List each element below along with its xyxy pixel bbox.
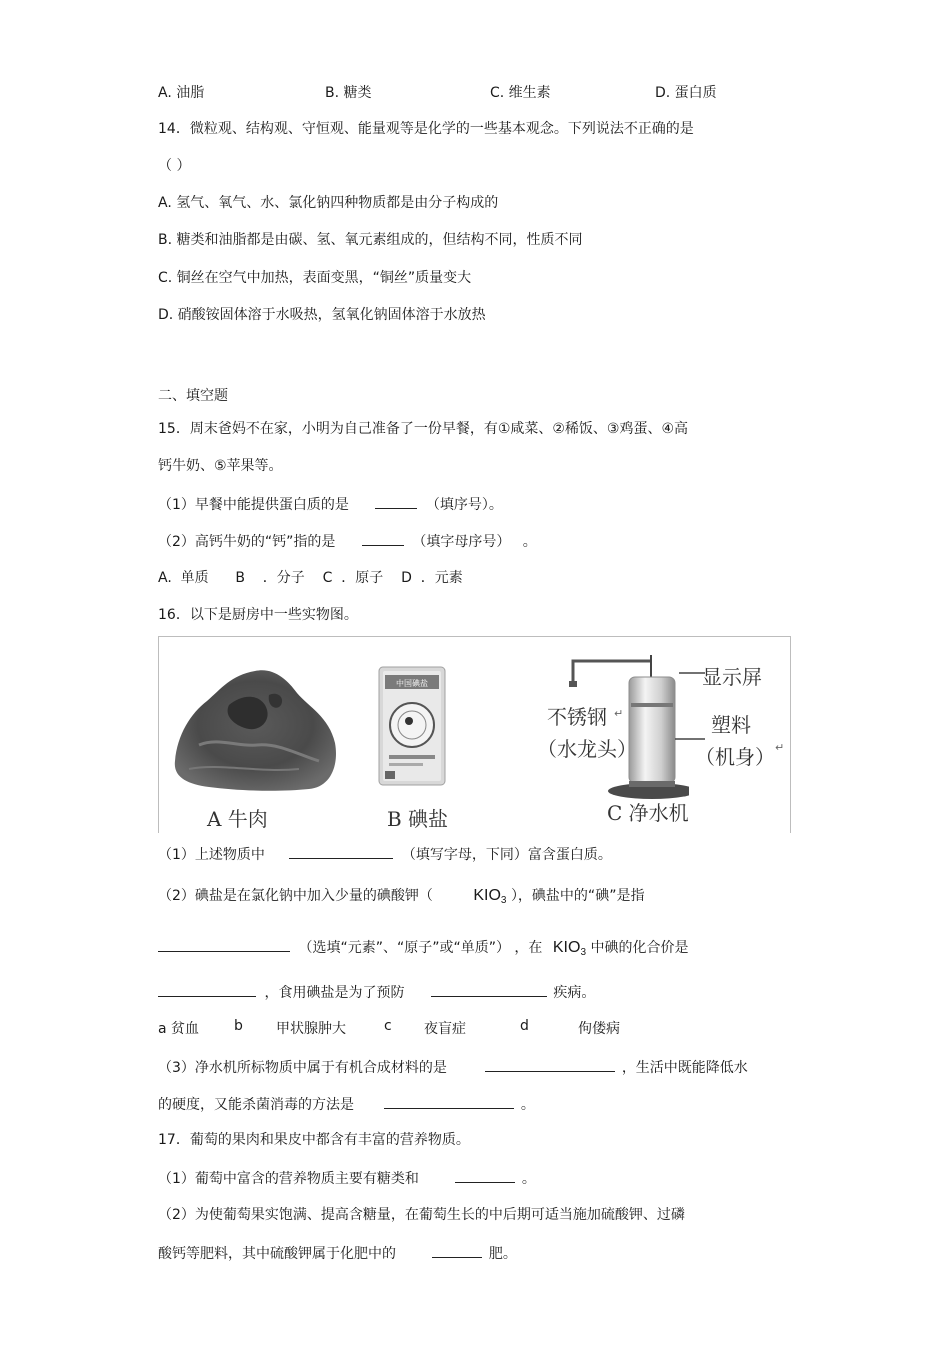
q16-sub3-blank-material[interactable] — [485, 1056, 615, 1072]
leader-lines — [649, 667, 709, 747]
q16-sub2-line3-suffix: 疾病。 — [553, 985, 596, 1001]
q16-option-c-letter: c — [384, 1018, 392, 1034]
q14-option-b: B. 糖类和油脂都是由碳、氢、氧元素组成的，但结构不同，性质不同 — [158, 232, 583, 248]
q16-sub2-blank-iodine[interactable] — [158, 936, 290, 952]
q16-sub2-line3-text: ，食用碘盐是为了预防 — [264, 985, 405, 1001]
kio3-formula-main: KIO — [473, 887, 501, 904]
q16-option-b-text: 甲状腺肿大 — [276, 1021, 346, 1037]
q17-sub1 — [158, 1167, 536, 1189]
q16-option-c-text: 夜盲症 — [424, 1021, 466, 1037]
q16-sub2-blank-valence[interactable] — [158, 981, 256, 997]
q15-stem-line1: 15．周末爸妈不在家，小明为自己准备了一份早餐，有①咸菜、②稀饭、③鸡蛋、④高 — [158, 421, 689, 437]
q14-stem: 14．微粒观、结构观、守恒观、能量观等是化学的一些基本观念。下列说法不正确的是 — [158, 121, 694, 137]
q14-answer-paren: （ ） — [158, 158, 191, 174]
label-plastic: 塑料 — [711, 713, 751, 737]
q14-option-c: C. 铜丝在空气中加热，表面变黑，“铜丝”质量变大 — [158, 270, 472, 286]
q16-sub3-suffix: ，生活中既能降低水 — [621, 1060, 748, 1076]
kio3-formula-2-main: KIO — [552, 939, 581, 956]
caption-beef: A 牛肉 — [207, 807, 268, 831]
q16-sub2-line2-suffix: 中碘的化合价是 — [590, 940, 689, 956]
kitchen-items-figure — [158, 636, 791, 833]
q16-sub2-line3 — [158, 981, 595, 1003]
q14-option-a: A. 氢气、氧气、水、氯化钠四种物质都是由分子构成的 — [158, 195, 499, 211]
q15-options: A. 单质 B ．分子 C ．原子 D ．元素 — [158, 570, 463, 586]
q16-sub2-text: （2）碘盐是在氯化钠中加入少量的碘酸钾（ — [158, 888, 433, 904]
q17-stem: 17．葡萄的果肉和果皮中都含有丰富的营养物质。 — [158, 1132, 470, 1148]
q16-sub1-suffix: （填写字母，下同）富含蛋白质。 — [401, 847, 612, 863]
q16-sub3-line1 — [158, 1056, 748, 1078]
q15-sub2-text: （2）高钙牛奶的“钙”指的是 — [158, 534, 336, 550]
q16-sub3-blank-method[interactable] — [384, 1093, 514, 1109]
q16-option-b-letter: b — [234, 1018, 243, 1034]
q16-sub1 — [158, 843, 612, 865]
section-title: 二、填空题 — [158, 388, 228, 404]
q16-sub1-text: （1）上述物质中 — [158, 847, 265, 863]
q17-sub1-suffix: 。 — [521, 1171, 536, 1187]
kio3-formula — [473, 887, 506, 904]
return-mark-icon-2: ↵ — [775, 741, 785, 754]
q14-option-d: D. 硝酸铵固体溶于水吸热，氢氧化钠固体溶于水放热 — [158, 307, 486, 323]
q16-sub2-line1 — [158, 886, 644, 911]
q15-sub2-suffix: （填字母序号） — [412, 534, 511, 550]
q16-stem: 16．以下是厨房中一些实物图。 — [158, 607, 358, 623]
q16-sub3-text: （3）净水机所标物质中属于有机合成材料的是 — [158, 1060, 447, 1076]
label-screen: 显示屏 — [702, 665, 762, 689]
q17-sub2-line2-text: 酸钙等肥料，其中硫酸钾属于化肥中的 — [158, 1246, 396, 1262]
iodized-salt-bag-image — [377, 665, 447, 787]
label-machine-body: （机身） — [695, 745, 775, 769]
q16-sub2-line2-text: （选填“元素”、“原子”或“单质”） ，在 — [298, 940, 543, 956]
q16-sub3-line2-text: 的硬度，又能杀菌消毒的方法是 — [158, 1097, 354, 1113]
q16-sub3-line2-suffix: 。 — [520, 1097, 535, 1113]
q16-option-d-text: 佝偻病 — [578, 1021, 620, 1037]
kio3-formula-subscript: 3 — [500, 895, 507, 906]
caption-water-purifier: C 净水机 — [607, 801, 689, 825]
q17-sub2-line2 — [158, 1242, 517, 1264]
q15-sub2-end: 。 — [522, 534, 537, 550]
q13-option-a: A. 油脂 — [158, 85, 205, 101]
q16-sub2-line2 — [158, 936, 688, 963]
q15-sub1-text: （1）早餐中能提供蛋白质的是 — [158, 497, 349, 513]
q17-sub2-blank[interactable] — [432, 1242, 482, 1258]
q15-sub2-blank[interactable] — [362, 530, 404, 546]
kio3-formula-2 — [553, 939, 586, 956]
label-faucet: （水龙头） — [537, 737, 637, 761]
q16-sub3-line2 — [158, 1093, 535, 1115]
beef-image — [169, 665, 341, 793]
q16-option-d-letter: d — [520, 1018, 529, 1034]
kio3-formula-2-subscript: 3 — [580, 947, 586, 958]
salt-bag-text: 中国碘盐 — [396, 679, 428, 688]
q17-sub2-line2-suffix: 肥。 — [488, 1246, 517, 1262]
q15-stem-line2: 钙牛奶、⑤苹果等。 — [158, 458, 283, 474]
q16-sub2-blank-disease[interactable] — [431, 981, 547, 997]
q13-option-b: B. 糖类 — [325, 85, 372, 101]
caption-salt: B 碘盐 — [387, 807, 449, 831]
q15-sub1-blank[interactable] — [375, 493, 417, 509]
return-mark-icon: ↵ — [614, 707, 624, 720]
q17-sub2-line1: （2）为使葡萄果实饱满、提高含糖量，在葡萄生长的中后期可适当施加硫酸钾、过磷 — [158, 1207, 685, 1223]
q13-option-d: D. 蛋白质 — [655, 85, 717, 101]
q16-option-a: a 贫血 — [158, 1021, 200, 1037]
q15-sub1 — [158, 493, 503, 515]
q16-sub2-suffix: ），碘盐中的“碘”是指 — [510, 888, 645, 904]
q13-option-c: C. 维生素 — [490, 85, 551, 101]
q15-sub2 — [158, 530, 537, 552]
q15-sub1-suffix: （填序号）。 — [425, 497, 503, 513]
q17-sub1-text: （1）葡萄中富含的营养物质主要有糖类和 — [158, 1171, 419, 1187]
q17-sub1-blank[interactable] — [455, 1167, 515, 1183]
q16-sub1-blank[interactable] — [289, 843, 393, 859]
label-stainless-steel: 不锈钢 — [547, 705, 607, 729]
